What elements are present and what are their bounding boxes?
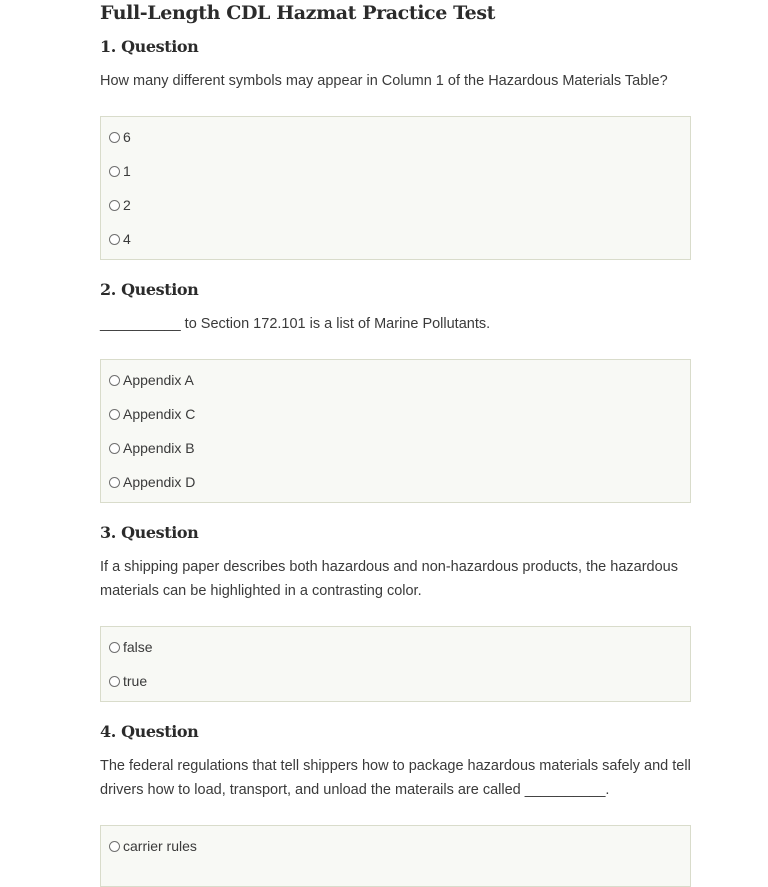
question-1-title: 1. Question [100,37,199,56]
question-4-option-1[interactable] [109,836,197,856]
question-2-option-4[interactable] [109,472,195,492]
question-2-option-1[interactable] [109,370,194,390]
radio-icon[interactable] [109,375,120,386]
question-1-text: How many different symbols may appear in Column 1 of the Hazardous Materials Table? [100,73,668,89]
question-2-text: __________ to Section 172.101 is a list of Marine Pollutants. [100,316,491,332]
radio-icon[interactable] [109,409,120,420]
option-label: true [123,673,148,689]
question-1-option-4[interactable] [109,229,131,249]
option-label: 1 [123,163,131,179]
radio-icon[interactable] [109,234,120,245]
question-1-options [100,116,691,260]
option-label: 2 [123,197,131,213]
question-1-option-2[interactable] [109,161,131,181]
question-3-text: If a shipping paper describes both hazardous and non-hazardous products, the hazardous materials can be highlighted in a contrasting color. [100,559,678,599]
question-4-text: The federal regulations that tell shippers how to package hazardous materials safely and tell drivers how to load, transport, and unload the materails are called __________. [100,758,691,798]
page-title: Full-Length CDL Hazmat Practice Test [100,2,496,24]
question-2-option-2[interactable] [109,404,195,424]
option-label: Appendix C [123,406,196,422]
question-4-options [100,825,691,887]
question-1-option-3[interactable] [109,195,131,215]
radio-icon[interactable] [109,200,120,211]
radio-icon[interactable] [109,841,120,852]
question-3-option-2[interactable] [109,671,147,691]
question-3-title: 3. Question [100,523,199,542]
radio-icon[interactable] [109,642,120,653]
radio-icon[interactable] [109,166,120,177]
question-1-option-1[interactable] [109,127,131,147]
question-2-options [100,359,691,503]
option-label: Appendix B [123,440,195,456]
question-3-options [100,626,691,702]
option-label: 4 [123,231,131,247]
question-2-option-3[interactable] [109,438,195,458]
radio-icon[interactable] [109,443,120,454]
option-label: Appendix D [123,474,196,490]
question-3-option-1[interactable] [109,637,153,657]
radio-icon[interactable] [109,676,120,687]
option-label: false [123,639,153,655]
question-2-title: 2. Question [100,280,199,299]
option-label: Appendix A [123,372,194,388]
radio-icon[interactable] [109,132,120,143]
option-label: 6 [123,129,131,145]
radio-icon[interactable] [109,477,120,488]
question-4-title: 4. Question [100,722,199,741]
option-label: carrier rules [123,838,197,854]
